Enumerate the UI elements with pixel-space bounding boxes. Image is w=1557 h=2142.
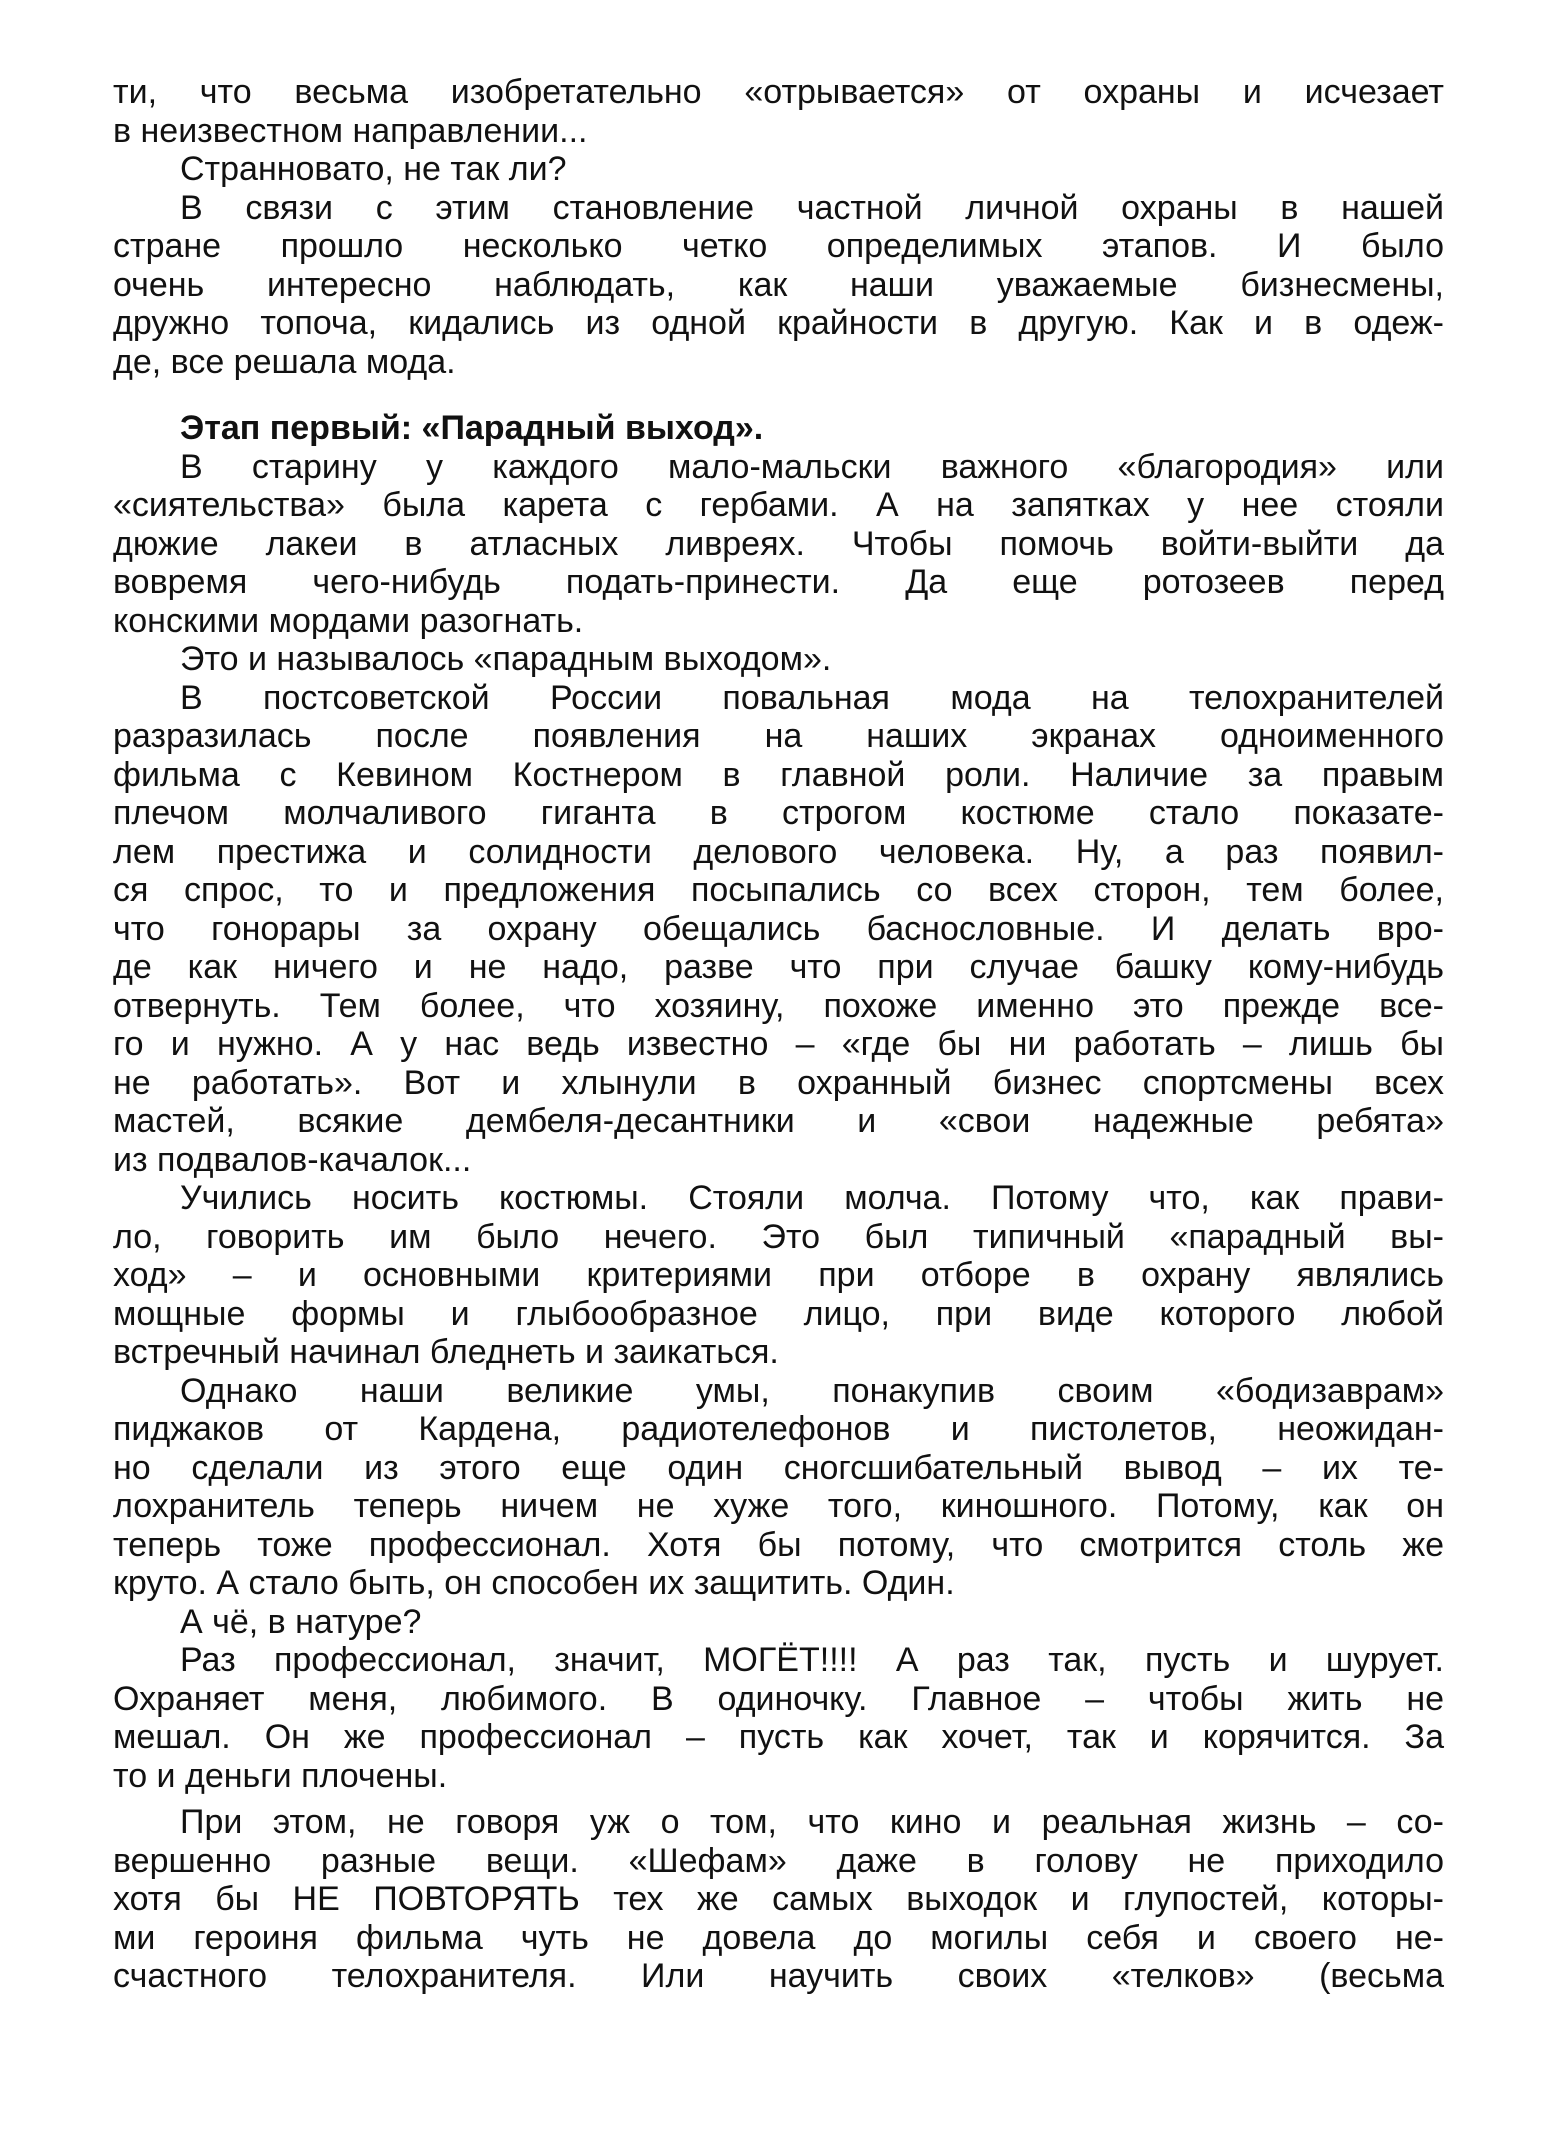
text-line: вовремя чего-нибудь подать-принести. Да еще ротозеев перед [113, 563, 1444, 601]
text-line: счастного телохранителя. Или научить своих «телков» (весьма [113, 1957, 1444, 1995]
text-line: лем престижа и солидности делового человека. Ну, а раз появил- [113, 832, 1444, 871]
text-line: го и нужно. А у нас ведь известно – «где бы ни работать – лишь бы [113, 1025, 1444, 1063]
text-line: в неизвестном направлении... [113, 111, 588, 150]
text-line: фильма с Кевином Костнером в главной роли. Наличие за правым [113, 755, 1444, 794]
paragraph [113, 1803, 1444, 1996]
text-line: Охраняет меня, любимого. В одиночку. Главное – чтобы жить не [113, 1679, 1444, 1718]
text-line: Странновато, не так ли? [180, 150, 567, 188]
text-line: При этом, не говоря уж о том, что кино и реальная жизнь – со- [180, 1803, 1444, 1841]
text-line: мощные формы и глыбообразное лицо, при виде которого любой [113, 1294, 1444, 1333]
paragraph [113, 1603, 1444, 1642]
paragraph [113, 150, 1444, 189]
paragraph [113, 448, 1444, 641]
section-heading [113, 409, 1444, 448]
text-line: В связи с этим становление частной личной охраны в нашей [180, 188, 1444, 227]
text-line: де как ничего и не надо, разве что при случае башку кому-нибудь [113, 948, 1444, 986]
paragraph [113, 1372, 1444, 1603]
book-page-text [113, 73, 1444, 1996]
text-line: лохранитель теперь ничем не хуже того, киношного. Потому, как он [113, 1487, 1444, 1525]
text-line: разразилась после появления на наших экранах одноименного [113, 717, 1444, 755]
text-line: ход» – и основными критериями при отборе в охрану являлись [113, 1256, 1444, 1294]
text-line: Это и называлось «парадным выходом». [180, 640, 832, 678]
text-line: В старину у каждого мало-мальски важного «благородия» или [180, 447, 1444, 486]
text-line: стране прошло несколько четко определимых этапов. И было [113, 227, 1444, 265]
text-line: конскими мордами разогнать. [113, 601, 584, 640]
text-line: ти, что весьма изобретательно «отрывается» от охраны и исчезает [113, 73, 1444, 111]
paragraph [113, 640, 1444, 679]
paragraph [113, 73, 1444, 150]
text-line: Учились носить костюмы. Стояли молча. Потому что, как прави- [180, 1179, 1444, 1217]
text-line: круто. А стало быть, он способен их защитить. Один. [113, 1564, 955, 1602]
paragraph [113, 1641, 1444, 1795]
heading-text: Этап первый: «Парадный выход». [180, 409, 764, 447]
text-line: вершенно разные вещи. «Шефам» даже в голову не приходило [113, 1841, 1444, 1880]
text-line: плечом молчаливого гиганта в строгом костюме стало показате- [113, 794, 1444, 832]
paragraph [113, 189, 1444, 382]
text-line: пиджаков от Кардена, радиотелефонов и пистолетов, неожидан- [113, 1410, 1444, 1448]
text-line: хотя бы НЕ ПОВТОРЯТЬ тех же самых выходок и глупостей, которы- [113, 1880, 1444, 1918]
text-line: А чё, в натуре? [180, 1602, 422, 1641]
text-line: ми героиня фильма чуть не довела до могилы себя и своего не- [113, 1918, 1444, 1957]
text-line: не работать». Вот и хлынули в охранный бизнес спортсмены всех [113, 1063, 1444, 1102]
text-line: де, все решала мода. [113, 342, 456, 381]
text-line: отвернуть. Тем более, что хозяину, похоже именно это прежде все- [113, 986, 1444, 1025]
paragraph [113, 679, 1444, 1180]
text-line: Раз профессионал, значит, МОГЁТ!!!! А раз так, пусть и шурует. [180, 1641, 1444, 1679]
text-line: ло, говорить им было нечего. Это был типичный «парадный вы- [113, 1217, 1444, 1256]
text-line: дружно топоча, кидались из одной крайности в другую. Как и в одеж- [113, 304, 1444, 342]
text-line: встречный начинал бледнеть и заикаться. [113, 1333, 779, 1371]
text-line: но сделали из этого еще один сногсшибательный вывод – их те- [113, 1448, 1444, 1487]
text-line: теперь тоже профессионал. Хотя бы потому, что смотрится столь же [113, 1525, 1444, 1564]
text-line: дюжие лакеи в атласных ливреях. Чтобы помочь войти-выйти да [113, 524, 1444, 563]
text-line: мастей, всякие дембеля-десантники и «свои надежные ребята» [113, 1102, 1444, 1140]
paragraph [113, 1179, 1444, 1372]
text-line: «сиятельства» была карета с гербами. А на запятках у нее стояли [113, 486, 1444, 524]
text-line: Однако наши великие умы, понакупив своим «бодизаврам» [180, 1371, 1444, 1410]
text-line: что гонорары за охрану обещались баснословные. И делать вро- [113, 909, 1444, 948]
text-line: из подвалов-качалок... [113, 1140, 472, 1179]
text-line: мешал. Он же профессионал – пусть как хочет, так и корячится. За [113, 1718, 1444, 1756]
text-line: ся спрос, то и предложения посыпались со всех сторон, тем более, [113, 871, 1444, 909]
text-line: В постсоветской России повальная мода на телохранителей [180, 678, 1444, 717]
text-line: то и деньги плочены. [113, 1756, 448, 1795]
text-line: очень интересно наблюдать, как наши уважаемые бизнесмены, [113, 265, 1444, 304]
